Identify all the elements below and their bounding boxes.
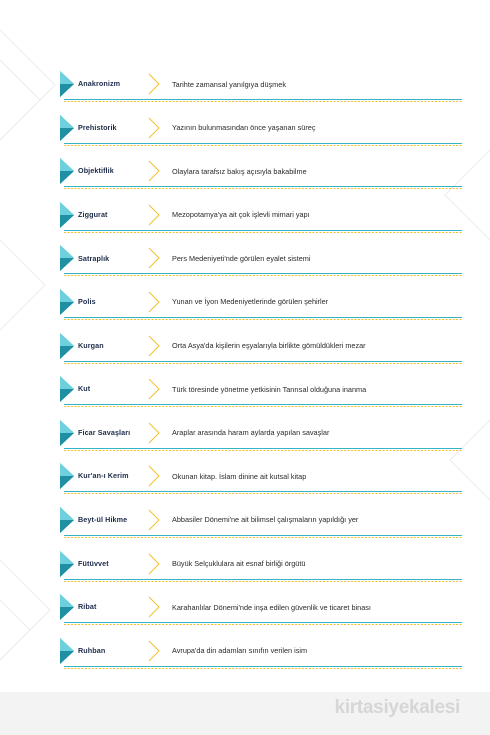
triangle-marker-icon	[60, 245, 76, 271]
definition-text: Karahanlılar Dönemi'nde inşa edilen güvenlik ve ticaret binası	[172, 602, 371, 612]
term-label: Objektiflik	[78, 166, 114, 176]
row-divider	[64, 99, 462, 102]
chevron-right-icon	[148, 378, 160, 400]
row-divider	[64, 579, 462, 582]
chevron-right-icon	[148, 422, 160, 444]
triangle-marker-icon	[60, 463, 76, 489]
chevron-right-icon	[148, 509, 160, 531]
term-label: Beyt-ül Hikme	[78, 515, 128, 525]
triangle-marker-icon	[60, 289, 76, 315]
definition-text: Tarihte zamansal yanılgıya düşmek	[172, 79, 286, 89]
triangle-marker-icon	[60, 551, 76, 577]
term-label: Polis	[78, 297, 96, 307]
list-item	[60, 110, 462, 154]
list-item	[60, 66, 462, 110]
list-item	[60, 197, 462, 241]
triangle-marker-icon	[60, 71, 76, 97]
definition-text: Avrupa'da din adamları sınıfın verilen isim	[172, 646, 308, 656]
chevron-right-icon	[148, 117, 160, 139]
chevron-right-icon	[148, 553, 160, 575]
triangle-marker-icon	[60, 638, 76, 664]
definition-text: Mezopotamya'ya ait çok işlevli mimari yapı	[172, 210, 310, 220]
chevron-right-icon	[148, 291, 160, 313]
triangle-marker-icon	[60, 507, 76, 533]
term-label: Kut	[78, 384, 91, 394]
row-divider	[64, 361, 462, 364]
row-divider	[64, 230, 462, 233]
chevron-right-icon	[148, 73, 160, 95]
definition-text: Olaylara tarafsız bakış açısıyla bakabilme	[172, 166, 307, 176]
row-divider	[64, 622, 462, 625]
row-divider	[64, 448, 462, 451]
glossary-list	[60, 66, 462, 676]
definition-text: Yunan ve İyon Medeniyetlerinde görülen şehirler	[172, 297, 329, 307]
definition-text: Türk töresinde yönetme yetkisinin Tanrısal olduğuna inanma	[172, 384, 367, 394]
triangle-marker-icon	[60, 202, 76, 228]
list-item	[60, 415, 462, 459]
definition-text: Orta Asya'da kişilerin eşyalarıyla birlikte gömüldükleri mezar	[172, 341, 366, 351]
chevron-right-icon	[148, 465, 160, 487]
list-item	[60, 240, 462, 284]
definition-text: Yazının bulunmasından önce yaşanan süreç	[172, 123, 316, 133]
list-item	[60, 284, 462, 328]
term-label: Satraplık	[78, 253, 110, 263]
row-divider	[64, 404, 462, 407]
watermark-logo: kirtasiyekalesi	[334, 697, 460, 718]
row-divider	[64, 317, 462, 320]
term-label: Ziggurat	[78, 209, 108, 219]
row-divider	[64, 273, 462, 276]
term-label: Ribat	[78, 602, 97, 612]
chevron-right-icon	[148, 335, 160, 357]
row-divider	[64, 186, 462, 189]
chevron-right-icon	[148, 160, 160, 182]
term-label: Ruhban	[78, 645, 106, 655]
term-label: Fütüvvet	[78, 558, 109, 568]
definition-text: Araplar arasında haram aylarda yapılan savaşlar	[172, 428, 330, 438]
triangle-marker-icon	[60, 115, 76, 141]
list-item	[60, 328, 462, 372]
chevron-right-icon	[148, 204, 160, 226]
term-label: Prehistorik	[78, 122, 117, 132]
term-label: Kur'an-ı Kerim	[78, 471, 129, 481]
list-item	[60, 153, 462, 197]
list-item	[60, 589, 462, 633]
row-divider	[64, 666, 462, 669]
definition-text: Büyük Selçuklulara ait esnaf birliği örgütü	[172, 559, 306, 569]
chevron-right-icon	[148, 247, 160, 269]
list-item	[60, 546, 462, 590]
chevron-right-icon	[148, 596, 160, 618]
list-item	[60, 458, 462, 502]
row-divider	[64, 535, 462, 538]
term-label: Kurgan	[78, 340, 104, 350]
row-divider	[64, 491, 462, 494]
list-item	[60, 502, 462, 546]
definition-text: Okunan kitap. İslam dinine ait kutsal kitap	[172, 471, 307, 481]
triangle-marker-icon	[60, 420, 76, 446]
row-divider	[64, 143, 462, 146]
list-item	[60, 633, 462, 677]
triangle-marker-icon	[60, 594, 76, 620]
list-item	[60, 371, 462, 415]
term-label: Ficar Savaşları	[78, 427, 131, 437]
triangle-marker-icon	[60, 376, 76, 402]
definition-text: Abbasiler Dönemi'ne ait bilimsel çalışmaların yapıldığı yer	[172, 515, 359, 525]
triangle-marker-icon	[60, 333, 76, 359]
definition-text: Pers Medeniyeti'nde görülen eyalet sistemi	[172, 253, 311, 263]
triangle-marker-icon	[60, 158, 76, 184]
term-label: Anakronizm	[78, 79, 121, 89]
chevron-right-icon	[148, 640, 160, 662]
